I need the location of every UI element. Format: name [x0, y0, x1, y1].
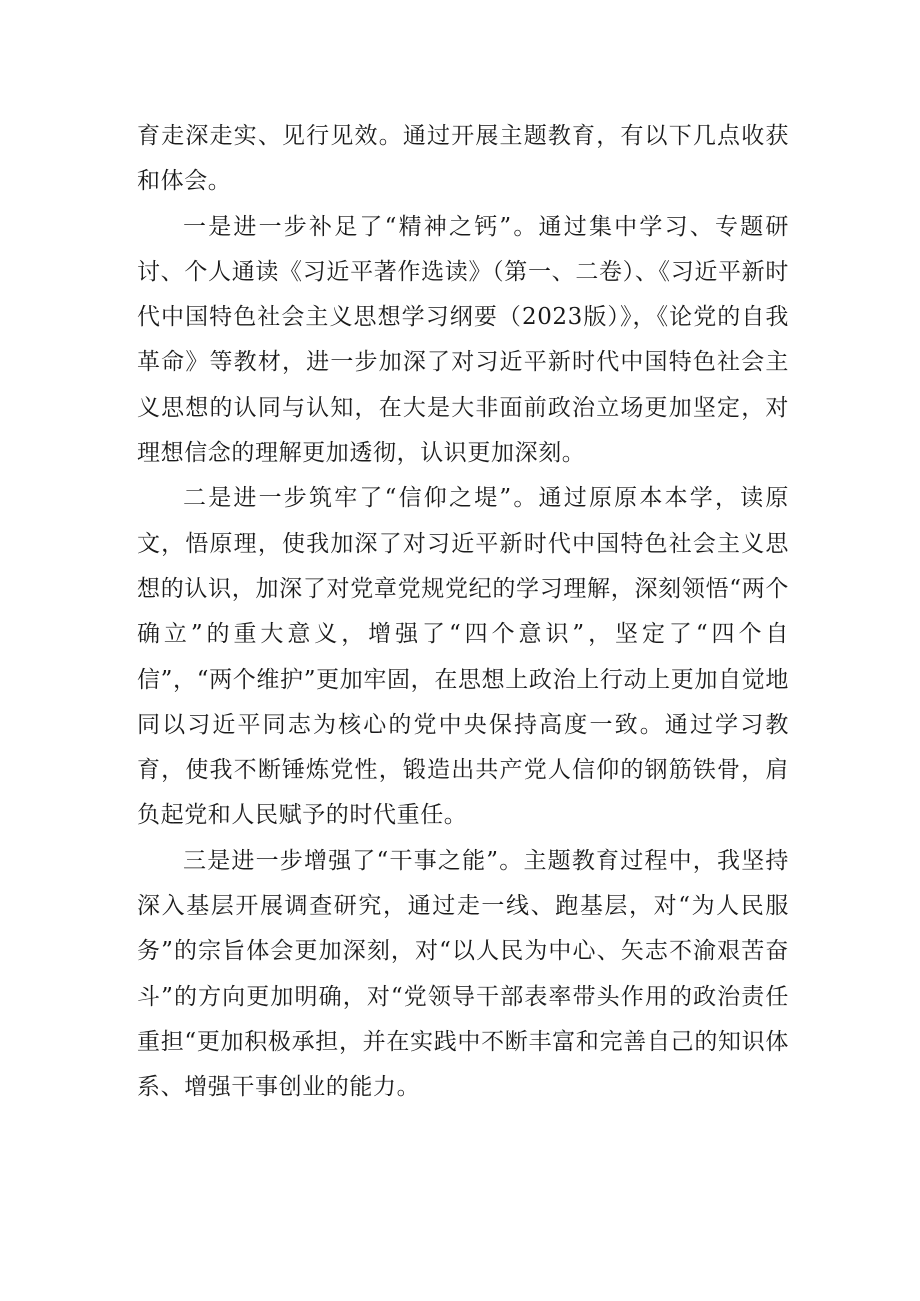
- document-body: [137, 114, 789, 1111]
- paragraph-continuation: 育走深走实、见行见效。通过开展主题教育，有以下几点收获和体会。: [137, 123, 789, 195]
- paragraph-spiritual-calcium: 一是进一步补足了“精神之钙”。通过集中学习、专题研讨、个人通读《习近平著作选读》（第一、二卷）、《习近平新时代中国特色社会主义思想学习纲要（2023版）》，《论党的自我革命》等教材，进一步加深了对习近平新时代中国特色社会主义思想的认同与认知，在大是大非面前政治立场更加坚定，对理想信念的理解更加透彻，认识更加深刻。: [137, 213, 789, 467]
- paragraph-faith-embankment: 二是进一步筑牢了“信仰之堤”。通过原原本本学，读原文，悟原理，使我加深了对习近平新时代中国特色社会主义思想的认识，加深了对党章党规党纪的学习理解，深刻领悟“两个确立”的重大意义，增强了“四个意识”，坚定了“四个自信”，“两个维护”更加牢固，在思想上政治上行动上更加自觉地同以习近平同志为核心的党中央保持高度一致。通过学习教育，使我不断锤炼党性，锻造出共产党人信仰的钢筋铁骨，肩负起党和人民赋予的时代重任。: [137, 485, 789, 829]
- paragraph-work-ability: 三是进一步增强了“干事之能”。主题教育过程中，我坚持深入基层开展调查研究，通过走一线、跑基层，对“为人民服务”的宗旨体会更加深刻，对“以人民为中心、矢志不渝艰苦奋斗”的方向更加明确，对“党领导干部表率带头作用的政治责任重担“更加积极承担，并在实践中不断丰富和完善自己的知识体系、增强干事创业的能力。: [137, 847, 789, 1101]
